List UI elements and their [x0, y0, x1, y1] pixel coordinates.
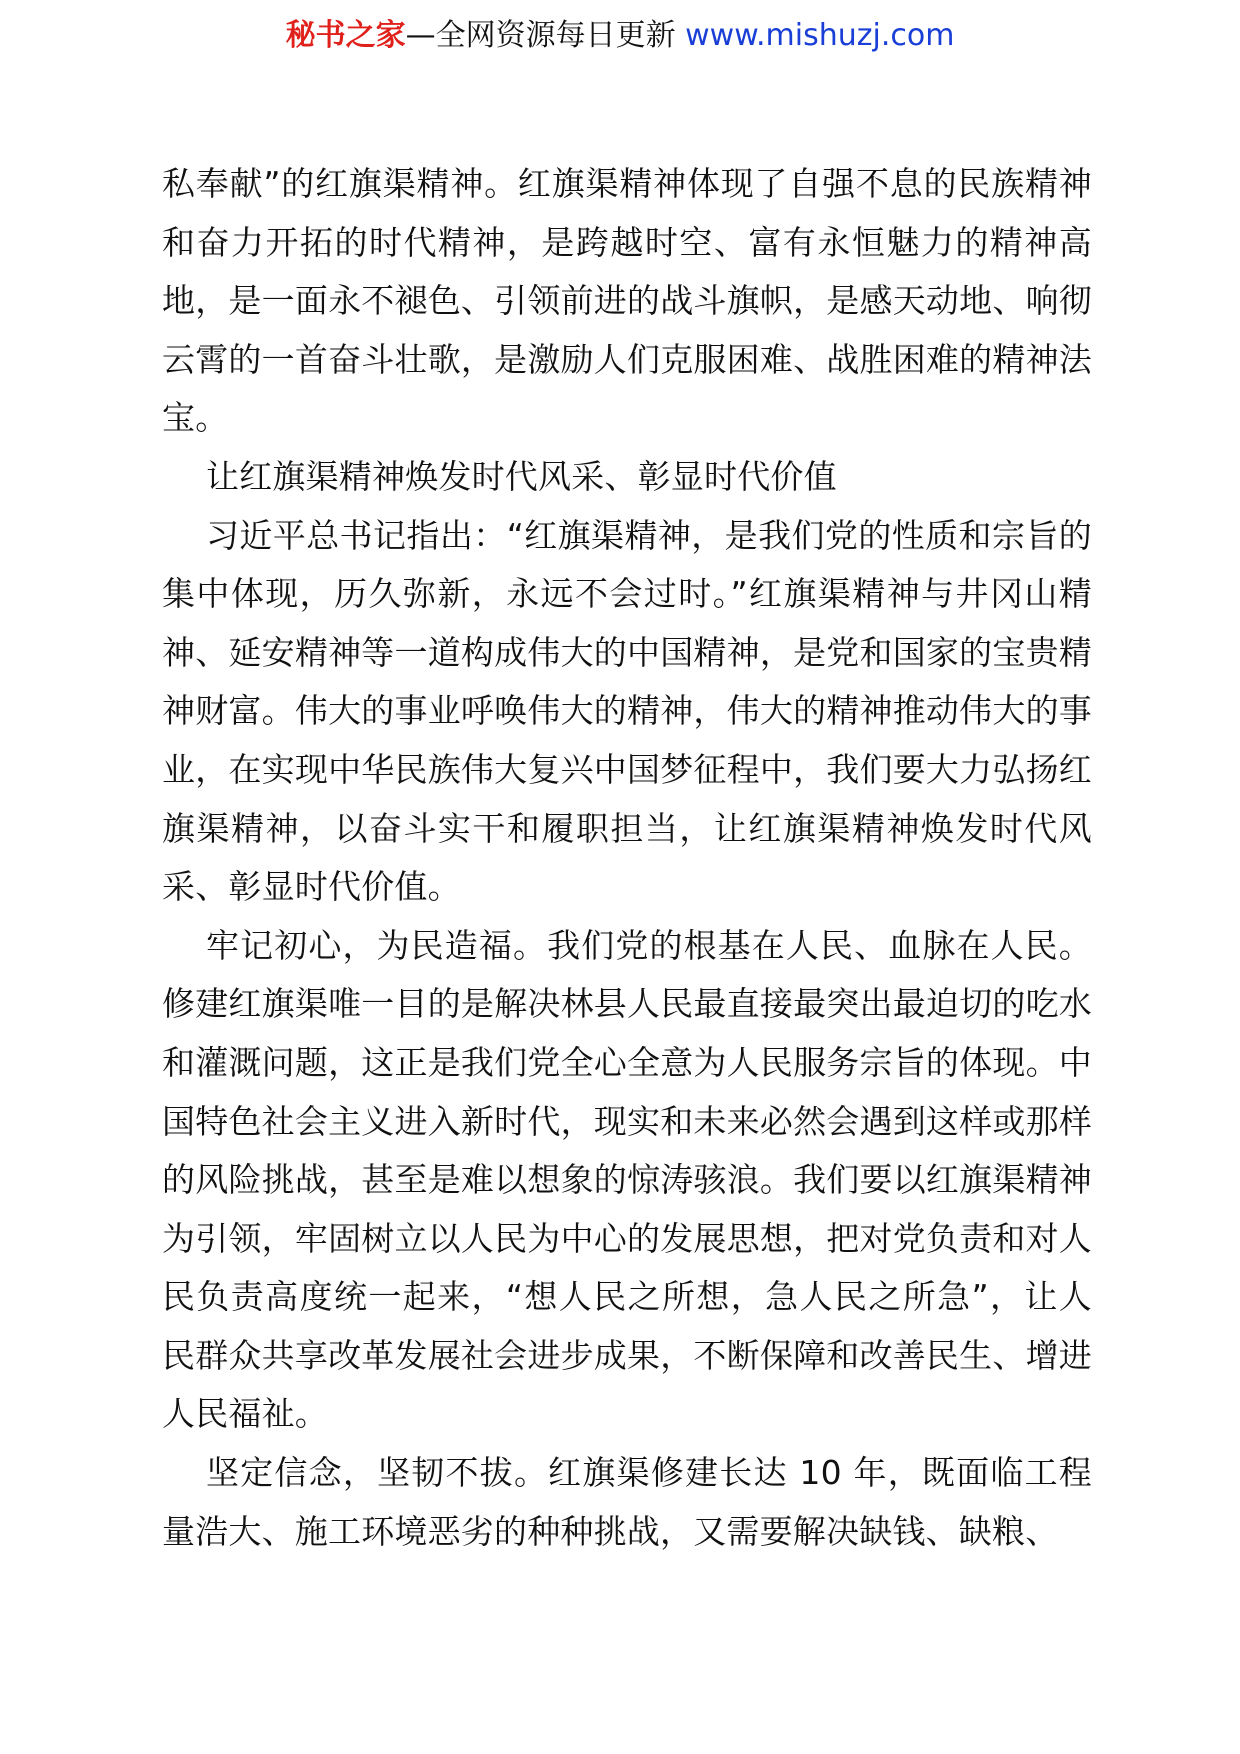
document-body [162, 155, 1092, 1561]
site-url-link[interactable]: www.mishuzj.com [685, 18, 955, 53]
section-heading: 让红旗渠精神焕发时代风采、彰显时代价值 [206, 456, 837, 496]
paragraph-continuation: 私奉献”的红旗渠精神。红旗渠精神体现了自强不息的民族精神和奋力开拓的时代精神，是跨越时空、富有永恒魅力的精神高地，是一面永不褪色、引领前进的战斗旗帜，是感天动地、响彻云霄的一首奋斗壮歌，是激励人们克服困难、战胜困难的精神法宝。 [162, 164, 1092, 438]
site-tagline: —全网资源每日更新 [405, 18, 686, 53]
site-header [0, 14, 1240, 58]
paragraph: 坚定信念，坚韧不拔。红旗渠修建长达 10 年，既面临工程量浩大、施工环境恶劣的种种挑战，又需要解决缺钱、缺粮、 [162, 1453, 1092, 1551]
paragraph: 习近平总书记指出：“红旗渠精神，是我们党的性质和宗旨的集中体现，历久弥新，永远不会过时。”红旗渠精神与井冈山精神、延安精神等一道构成伟大的中国精神，是党和国家的宝贵精神财富。伟大的事业呼唤伟大的精神，伟大的精神推动伟大的事业，在实现中华民族伟大复兴中国梦征程中，我们要大力弘扬红旗渠精神，以奋斗实干和履职担当，让红旗渠精神焕发时代风采、彰显时代价值。 [162, 515, 1092, 907]
paragraph: 牢记初心，为民造福。我们党的根基在人民、血脉在人民。修建红旗渠唯一目的是解决林县人民最直接最突出最迫切的吃水和灌溉问题，这正是我们党全心全意为人民服务宗旨的体现。中国特色社会主义进入新时代，现实和未来必然会遇到这样或那样的风险挑战，甚至是难以想象的惊涛骇浪。我们要以红旗渠精神为引领，牢固树立以人民为中心的发展思想，把对党负责和对人民负责高度统一起来，“想人民之所想，急人民之所急”，让人民群众共享改革发展社会进步成果，不断保障和改善民生、增进人民福祉。 [162, 925, 1092, 1434]
site-brand: 秘书之家 [285, 18, 406, 53]
